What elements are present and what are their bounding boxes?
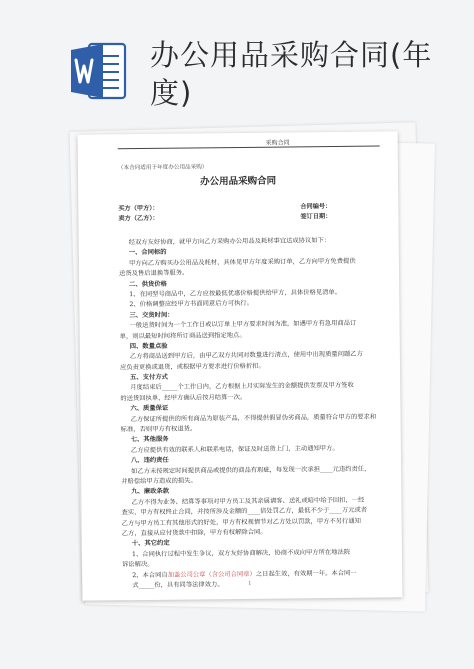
body-line: 查实，甲方有权终止合同，并按所涉及金额的____倍处罚乙方，最低不少于____万元或者 bbox=[121, 506, 368, 517]
body-line: 乙方与甲方员工有其他形式的好处，甲方有权视情节对乙方处以罚款，甲方不另行通知 bbox=[121, 517, 361, 527]
body-line: 经双方友好协商，就甲方向乙方采购办公用品及耗材事宜达成协议如下： bbox=[128, 237, 331, 247]
body-line: 甲方向乙方购买办公用品及耗材，具体见甲方年度采购订单，乙方向甲方免费提供 bbox=[128, 257, 356, 267]
body-line: 1、合同执行过程中发生争议，双方友好协商解决，协商不成向甲方所在地法院 bbox=[131, 548, 351, 558]
body-line: 乙方不得为业务、结算等事项对甲方员工及其亲属请客、送礼或暗中给予回扣，一经 bbox=[131, 496, 365, 506]
body-line: 2、本合同自加盖公司公章（含公司合同章）之日起生效，有效期一年。本合同一 bbox=[132, 569, 357, 579]
body-line: 乙方应提供有效的联系人和联系电话，保证及时送货上门，主动通知甲方。 bbox=[130, 444, 339, 454]
body-line: 标准，否则甲方有权退货。 bbox=[120, 425, 197, 434]
section-heading: 六、质量保证 bbox=[130, 405, 169, 413]
sign-date-label: 签订日期： bbox=[300, 213, 332, 221]
section-heading: 九、廉政条款 bbox=[131, 488, 170, 496]
body-line: 诉讼解决。 bbox=[122, 561, 154, 569]
document-page bbox=[78, 131, 403, 600]
contract-body bbox=[119, 236, 385, 592]
page-number: 1 bbox=[248, 580, 252, 587]
document-title: 办公用品采购合同 bbox=[199, 175, 277, 188]
section-heading: 七、其他服务 bbox=[130, 436, 169, 444]
body-line: 乙方保证所提供的所有商品为原装产品，不得提供假冒伪劣商品，质量符合甲方的要求和 bbox=[130, 413, 377, 423]
section-heading: 三、交货时间： bbox=[129, 311, 174, 319]
body-line: 如乙方未按规定时间提供商品或提供的商品有瑕疵，每发现一次承担____元违约责任， bbox=[131, 465, 371, 475]
section-heading: 一、合同标的 bbox=[128, 249, 167, 257]
contract-number-label: 合同编号： bbox=[300, 203, 332, 211]
section-heading: 十、其它约定 bbox=[131, 540, 170, 548]
body-line: 送货及售后退换等服务。 bbox=[118, 269, 189, 278]
body-line: 1、在同型号商品中，乙方应按最低优惠价格提供给甲方，具体价格见清单。 bbox=[129, 288, 342, 299]
body-line: 的送货回执单，经甲方确认后按月结算一次。 bbox=[120, 393, 247, 403]
section-heading: 五、支付方式 bbox=[130, 373, 168, 382]
body-line: 一般送货时间为一个工作日或以订单上甲方要求时间为准，如遇甲方有急用商品订 bbox=[129, 319, 357, 330]
section-heading: 二、供货价格 bbox=[129, 280, 167, 288]
buyer-label: 买方（甲方）： bbox=[118, 204, 159, 213]
body-line: 乙方，直接从应付货款中扣除，甲方有权解除合同。 bbox=[121, 528, 267, 538]
page-header-text: 采购合同 bbox=[265, 139, 290, 147]
section-heading: 八、违约责任 bbox=[130, 456, 169, 465]
page-title: 办公用品采购合同(年度) bbox=[150, 38, 433, 110]
word-document-icon bbox=[71, 40, 127, 102]
body-line: 应负责更换或退货，或根据甲方要求进行价格折扣。 bbox=[119, 362, 265, 371]
body-line: 2、价格调整应经甲方书面同意后方可执行。 bbox=[129, 300, 254, 309]
document-content bbox=[78, 131, 403, 600]
body-line: 乙方将商品送到甲方后，由甲乙双方共同对数量进行清点，使用中出现质量问题乙方 bbox=[129, 351, 363, 361]
header-divider bbox=[118, 146, 380, 150]
body-line: 式_____份，具有同等法律效力。 bbox=[132, 581, 224, 590]
document-note: （本合同适用于年度办公用品采购） bbox=[117, 164, 208, 172]
seller-label: 卖方（乙方）： bbox=[118, 214, 159, 223]
header bbox=[0, 0, 474, 118]
body-line: 单，则以最短时间将所订商品送到指定地点。 bbox=[119, 331, 246, 340]
body-line: 并赔偿给甲方造成的损失。 bbox=[121, 477, 197, 486]
section-heading: 四、数量点验 bbox=[129, 342, 168, 351]
body-line: 月度结束后_____个工作日内，乙方根据上月实际发生的金额提供发票及甲方签收 bbox=[130, 382, 354, 392]
